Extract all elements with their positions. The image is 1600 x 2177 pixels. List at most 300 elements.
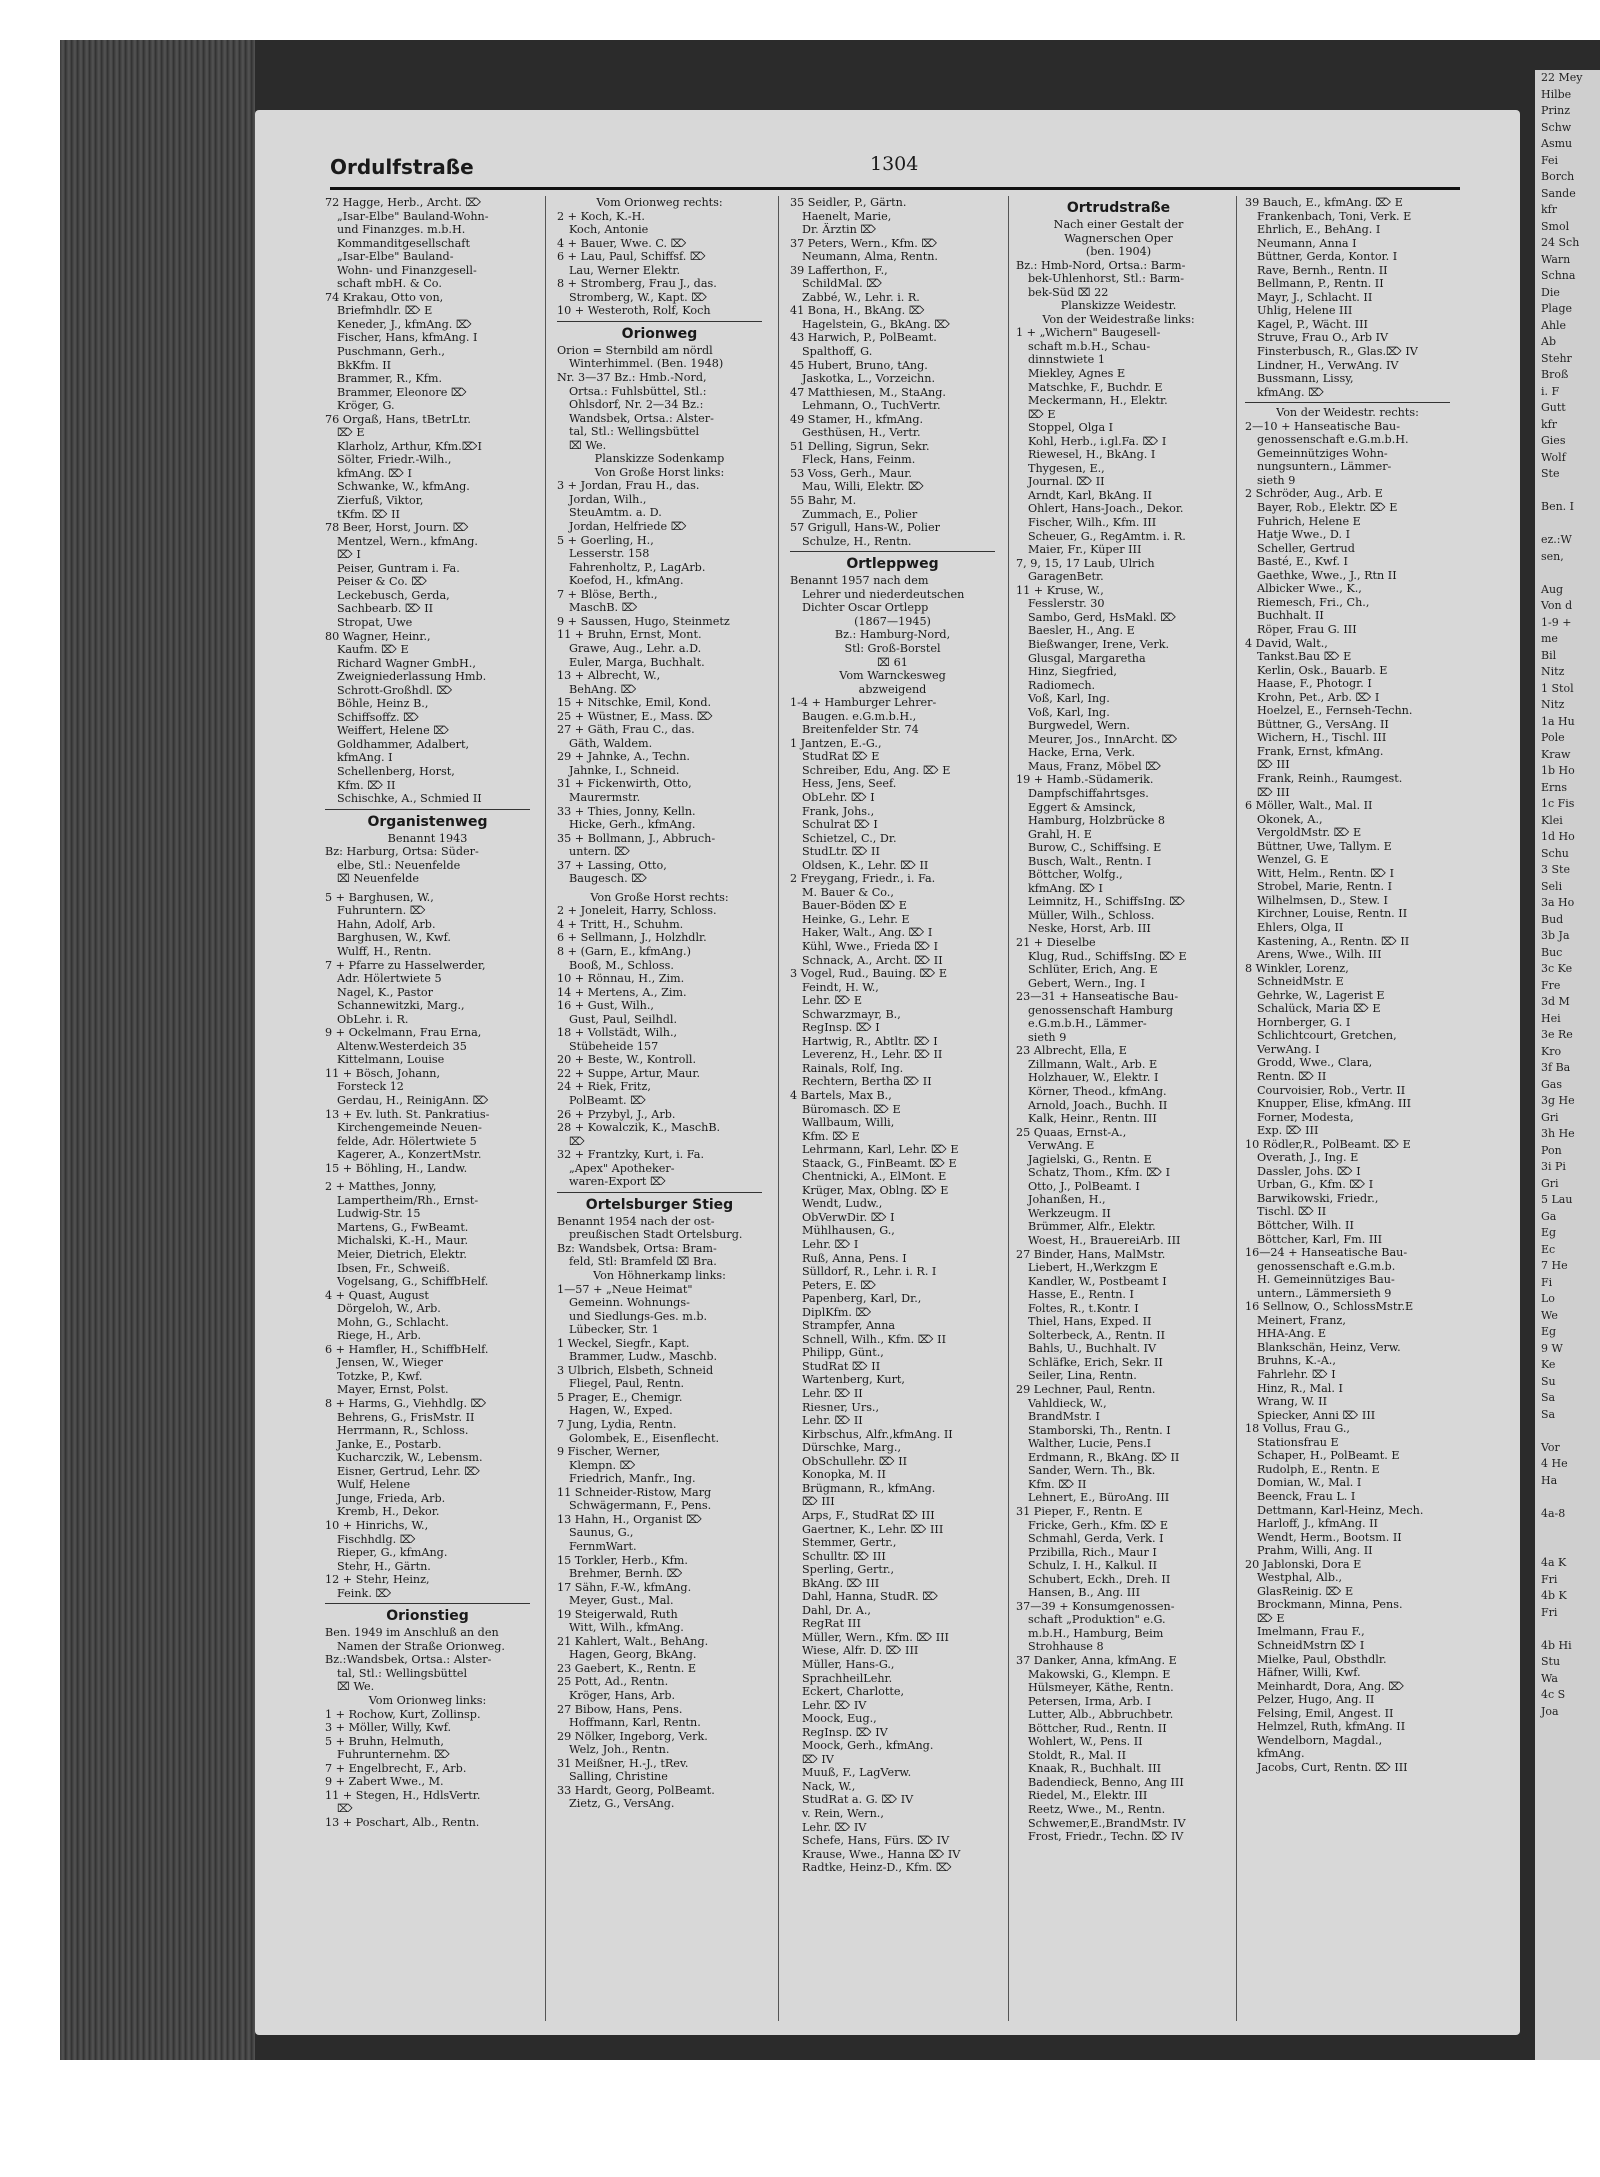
directory-entry-line: Jagielski, G., Rentn. E: [1028, 1152, 1152, 1166]
directory-entry-line: Koefod, H., kfmAng.: [569, 574, 684, 588]
directory-entry-line: 11 + Stegen, H., HdlsVertr.: [325, 1788, 481, 1802]
directory-entry-line: Jordan, Wilh.,: [569, 492, 647, 506]
right-page-line: Stehr: [1541, 351, 1572, 365]
directory-entry-line: 3 + Jordan, Frau H., das.: [557, 479, 700, 493]
directory-entry-line: Hicke, Gerh., kfmAng.: [569, 818, 696, 832]
directory-entry-line: Haase, F., Photogr. I: [1257, 677, 1372, 691]
directory-entry-line: Riesner, Urs.,: [802, 1400, 880, 1414]
directory-entry-line: Klempn. ⌦: [569, 1458, 636, 1472]
right-page-line: Warn: [1541, 252, 1571, 266]
right-page-line: Joa: [1541, 1704, 1559, 1718]
directory-entry-line: ⌧ Neuenfelde: [337, 872, 420, 886]
directory-entry-line: PolBeamt. ⌦: [569, 1094, 646, 1107]
directory-entry-line: Klug, Rud., SchiffsIng. ⌦ E: [1028, 949, 1187, 963]
right-page-line: Kro: [1541, 1044, 1562, 1058]
directory-entry-line: Albicker Wwe., K.,: [1257, 582, 1362, 596]
directory-entry-line: Welz, Joh., Rentn.: [569, 1743, 670, 1757]
directory-entry-line: Moock, Gerh., kfmAng.: [802, 1739, 934, 1753]
directory-entry-line: FernmWart.: [569, 1539, 637, 1553]
directory-entry-line: Riedel, M., Elektr. III: [1028, 1789, 1148, 1803]
directory-entry-line: Brammer, Ludw., Maschb.: [569, 1350, 718, 1364]
directory-entry-line: 7 + Pfarre zu Hasselwerder,: [325, 958, 486, 972]
directory-entry-line: Seiler, Lina, Rentn.: [1028, 1369, 1137, 1383]
directory-entry-line: Zietz, G., VersAng.: [569, 1797, 675, 1811]
right-page-line: Plage: [1541, 302, 1573, 315]
directory-entry-line: Salling, Christine: [569, 1770, 668, 1784]
directory-entry-line: Büttner, Gerda, Kontor. I: [1257, 250, 1398, 264]
directory-entry-line: Schefe, Hans, Fürs. ⌦ IV: [802, 1834, 950, 1848]
directory-entry-line: Winterhimmel. (Ben. 1948): [569, 357, 724, 371]
directory-entry-line: Haenelt, Marie,: [802, 209, 892, 223]
directory-entry-line: Wandsbek, Ortsa.: Alster-: [569, 411, 714, 425]
right-page-line: Prinz: [1541, 104, 1571, 117]
directory-entry-line: Schwemer,E.,BrandMstr. IV: [1028, 1816, 1186, 1830]
directory-entry-line: Kagerer, A., KonzertMstr.: [337, 1148, 482, 1162]
directory-entry-line: Gebert, Wern., Ing. I: [1028, 976, 1146, 990]
directory-entry-line: Dichter Oscar Ortlepp: [802, 601, 929, 615]
right-page-line: Schu: [1541, 846, 1569, 860]
column-divider: [1008, 196, 1009, 2021]
street-note: Nach einer Gestalt der: [1053, 218, 1184, 231]
directory-entry-line: 53 Voss, Gerh., Maur.: [790, 466, 912, 480]
directory-entry-line: Bießwanger, Irene, Verk.: [1028, 637, 1170, 651]
street-note: Planskizze Weidestr.: [1060, 299, 1177, 313]
directory-entry-line: Fischer, Wilh., Kfm. III: [1028, 516, 1157, 530]
directory-entry-line: Richard Wagner GmbH.,: [337, 656, 476, 670]
directory-entry-line: Feindt, H. W.,: [802, 980, 879, 994]
directory-entry-line: Schulrat ⌦ I: [802, 818, 878, 832]
directory-entry-line: Strobel, Marie, Rentn. I: [1257, 880, 1392, 894]
directory-entry-line: Meinhardt, Dora, Ang. ⌦: [1257, 1679, 1405, 1693]
directory-entry-line: Miekley, Agnes E: [1028, 367, 1126, 381]
directory-entry-line: Zweigniederlassung Hmb.: [337, 670, 487, 684]
directory-entry-line: Wulff, H., Rentn.: [337, 944, 432, 958]
directory-entry-line: 4 David, Walt.,: [1245, 636, 1328, 650]
directory-entry-line: Maier, Fr., Küper III: [1028, 543, 1142, 557]
directory-entry-line: Mohn, G., Schlacht.: [337, 1315, 449, 1329]
directory-entry-line: 78 Beer, Horst, Journ. ⌦: [325, 521, 469, 535]
directory-entry-line: Arndt, Karl, BkAng. II: [1028, 488, 1152, 502]
directory-entry-line: Kfm. ⌦ E: [802, 1129, 860, 1143]
directory-entry-line: Jahnke, I., Schneid.: [569, 763, 680, 777]
right-page-line: 3a Ho: [1541, 896, 1575, 909]
right-page-line: Fri: [1541, 1572, 1558, 1586]
directory-entry-line: Lehmann, O., TuchVertr.: [802, 399, 941, 413]
right-page-line: Klei: [1541, 813, 1563, 827]
directory-entry-line: Keneder, J., kfmAng. ⌦: [337, 317, 472, 331]
directory-entry-line: Mayer, Ernst, Polst.: [337, 1383, 449, 1397]
directory-entry-line: Klarholz, Arthur, Kfm.⌦I: [337, 439, 482, 453]
directory-entry-line: Lehr. ⌦ II: [802, 1387, 863, 1401]
directory-entry-line: Frank, Johs.,: [802, 804, 875, 818]
street-note: Vom Warnckesweg: [839, 669, 946, 683]
right-page-line: Nitz: [1541, 665, 1565, 678]
directory-entry-line: Papenberg, Karl, Dr.,: [802, 1292, 922, 1306]
right-page-line: We: [1541, 1308, 1558, 1322]
directory-entry-line: „Isar-Elbe" Bauland-: [337, 250, 454, 264]
directory-entry-line: „Apex" Apotheker-: [569, 1161, 675, 1175]
directory-entry-line: Stamborski, Th., Rentn. I: [1028, 1423, 1171, 1437]
directory-entry-line: Booß, M., Schloss.: [569, 958, 674, 972]
directory-entry-line: Moock, Eug.,: [802, 1712, 877, 1726]
directory-entry-line: Peiser & Co. ⌦: [337, 575, 428, 589]
directory-entry-line: Spalthoff, G.: [802, 345, 873, 359]
directory-entry-line: Briefmhdlr. ⌦ E: [337, 304, 433, 318]
directory-entry-line: Frankenbach, Toni, Verk. E: [1257, 209, 1412, 223]
directory-entry-line: Böttcher, Rud., Rentn. II: [1028, 1721, 1167, 1735]
directory-entry-line: Leckebusch, Gerda,: [337, 588, 450, 602]
directory-entry-line: Philipp, Günt.,: [802, 1346, 884, 1360]
directory-entry-line: Hinz, Siegfried,: [1028, 665, 1117, 679]
directory-entry-line: 6 + Sellmann, J., Holzhdlr.: [557, 931, 707, 945]
directory-entry-line: 22 + Suppe, Artur, Maur.: [557, 1066, 701, 1080]
directory-entry-line: 16—24 + Hanseatische Bau-: [1245, 1246, 1408, 1260]
directory-entry-line: 39 Lafferthon, F.,: [790, 263, 888, 277]
right-page-line: Ab: [1541, 335, 1556, 348]
right-page-line: 4a-8: [1541, 1506, 1566, 1520]
directory-entry-line: Schannewitzki, Marg.,: [337, 999, 465, 1013]
directory-entry-line: Lesserstr. 158: [569, 547, 650, 561]
directory-entry-line: Glusgal, Margaretha: [1028, 651, 1146, 665]
directory-entry-line: 14 + Mertens, A., Zim.: [557, 985, 687, 999]
directory-entry-line: Strohhause 8: [1028, 1640, 1104, 1654]
directory-entry-line: 7 + Engelbrecht, F., Arb.: [325, 1761, 467, 1775]
directory-entry-line: 2 Freygang, Friedr., i. Fa.: [790, 872, 936, 886]
directory-entry-line: Neumann, Alma, Rentn.: [802, 250, 938, 264]
directory-entry-line: Gäth, Waldem.: [569, 736, 653, 750]
directory-entry-line: 45 Hubert, Bruno, tAng.: [790, 358, 928, 372]
directory-entry-line: Kagel, P., Wächt. III: [1257, 317, 1368, 331]
directory-entry-line: Fischer, Hans, kfmAng. I: [337, 331, 478, 345]
right-page-line: [1535, 1522, 1600, 1539]
directory-entry-line: Schaper, H., PolBeamt. E: [1257, 1449, 1400, 1463]
section-rule: [325, 809, 530, 810]
directory-entry-line: 76 Orgaß, Hans, tBetrLtr.: [325, 412, 471, 426]
directory-entry-line: ⌦ E: [1028, 407, 1056, 421]
directory-entry-line: Dr. Ärztin ⌦: [802, 223, 877, 237]
directory-entry-line: Hoffmann, Karl, Rentn.: [569, 1716, 701, 1730]
right-page-line: 4c S: [1541, 1688, 1566, 1701]
right-page-line: Hilbe: [1541, 87, 1572, 101]
directory-entry-line: StudRat ⌦ II: [802, 1359, 881, 1373]
right-page-line: [1535, 483, 1600, 500]
right-page-line: Gies: [1541, 434, 1566, 447]
directory-entry-line: Ben. 1949 im Anschluß an den: [325, 1626, 499, 1640]
directory-entry-line: 7 Jung, Lydia, Rentn.: [557, 1418, 677, 1432]
directory-entry-line: 8 + (Garn, E., kfmAng.): [557, 944, 691, 958]
column-divider: [545, 196, 546, 2021]
directory-entry-line: Bussmann, Lissy,: [1257, 372, 1354, 386]
directory-entry-line: 37 + Lassing, Otto,: [557, 858, 667, 872]
directory-entry-line: VergoldMstr. ⌦ E: [1257, 826, 1362, 840]
directory-entry-line: Schalück, Maria ⌦ E: [1257, 1002, 1381, 1016]
directory-entry-line: Lehrer und niederdeutschen: [802, 587, 965, 601]
directory-entry-line: Thiel, Hans, Exped. II: [1028, 1315, 1152, 1329]
directory-entry-line: 5 + Bruhn, Helmuth,: [325, 1734, 444, 1748]
directory-entry-line: Brammer, R., Kfm.: [337, 372, 443, 386]
directory-entry-line: Chentnicki, A., ElMont. E: [802, 1170, 947, 1184]
directory-entry-line: Schiffsoffz. ⌦: [337, 710, 419, 724]
directory-entry-line: 1—57 + „Neue Heimat": [557, 1282, 693, 1296]
directory-entry-line: Frost, Friedr., Techn. ⌦ IV: [1028, 1830, 1184, 1844]
directory-entry-line: 8 Winkler, Lorenz,: [1245, 961, 1349, 975]
directory-entry-line: Hagen, Georg, BkAng.: [569, 1648, 697, 1662]
directory-entry-line: Helmzel, Ruth, kfmAng. II: [1257, 1720, 1406, 1734]
directory-entry-line: Gaethke, Wwe., J., Rtn II: [1257, 568, 1397, 582]
directory-entry-line: Baugesch. ⌦: [569, 872, 648, 886]
directory-entry-line: tal, Stl.: Wellingsbüttel: [569, 425, 700, 439]
directory-entry-line: Knupper, Elise, kfmAng. III: [1257, 1097, 1412, 1111]
directory-entry-line: BkAng. ⌦ III: [802, 1576, 880, 1590]
directory-entry-line: Kfm. ⌦ II: [337, 778, 396, 792]
right-page-line: Ec: [1541, 1242, 1556, 1256]
directory-entry-line: Foltes, R., t.Kontr. I: [1028, 1301, 1139, 1315]
right-page-line: 4b Hi: [1541, 1638, 1572, 1652]
directory-entry-line: Ruß, Anna, Pens. I: [802, 1251, 907, 1265]
directory-entry-line: Wenzel, G. E: [1257, 853, 1329, 867]
directory-entry-line: Böttcher, Wilh. II: [1257, 1219, 1354, 1233]
directory-entry-line: schaft m.b.H., Schau-: [1028, 339, 1151, 353]
directory-entry-line: 13 + Poschart, Alb., Rentn.: [325, 1815, 480, 1829]
directory-entry-line: Lehr. ⌦ II: [802, 1414, 863, 1428]
directory-entry-line: Petersen, Irma, Arb. I: [1028, 1694, 1152, 1708]
directory-entry-line: Otto, J., PolBeamt. I: [1028, 1179, 1140, 1193]
directory-entry-line: Maus, Franz, Möbel ⌦: [1028, 759, 1162, 773]
directory-entry-line: Uhlig, Helene III: [1257, 304, 1353, 318]
right-page-line: 1c Fis: [1541, 797, 1575, 810]
directory-entry-line: Schlüter, Erich, Ang. E: [1028, 963, 1158, 977]
street-note: ⌧ 61: [877, 655, 908, 669]
directory-entry-line: Hülsmeyer, Käthe, Rentn.: [1028, 1681, 1174, 1695]
directory-entry-line: Krüger, Max, Oblng. ⌦ E: [802, 1183, 949, 1197]
directory-entry-line: 31 Meißner, H.-J., tRev.: [557, 1756, 689, 1770]
directory-entry-line: Domian, W., Mal. I: [1257, 1476, 1362, 1490]
directory-entry-line: Fahrlehr. ⌦ I: [1257, 1368, 1336, 1382]
directory-entry-line: Fliegel, Paul, Rentn.: [569, 1377, 685, 1391]
directory-entry-line: 15 + Nitschke, Emil, Kond.: [557, 696, 712, 710]
directory-entry-line: Frank, Ernst, kfmAng.: [1257, 744, 1384, 758]
directory-entry-line: 9 Fischer, Werner,: [557, 1445, 661, 1459]
directory-entry-line: RegInsp. ⌦ I: [802, 1021, 880, 1035]
directory-entry-line: Schwarzmayr, B.,: [802, 1007, 901, 1021]
right-page-line: Gri: [1541, 1176, 1559, 1190]
right-page-line: Schna: [1541, 269, 1576, 282]
directory-entry-line: nungsuntern., Lämmer-: [1257, 460, 1392, 474]
right-page-line: Su: [1541, 1374, 1556, 1388]
page-number: 1304: [870, 153, 919, 175]
directory-entry-line: Altenw.Westerdeich 35: [337, 1039, 467, 1053]
directory-entry-line: Bayer, Rob., Elektr. ⌦ E: [1257, 501, 1398, 515]
directory-entry-line: Lehr. ⌦ I: [802, 1238, 859, 1252]
right-page-line: Vor: [1541, 1440, 1560, 1454]
directory-entry-line: Feink. ⌦: [337, 1586, 392, 1600]
directory-entry-line: Büromasch. ⌦ E: [802, 1102, 901, 1116]
directory-entry-line: Scheuer, G., RegAmtm. i. R.: [1028, 529, 1186, 543]
directory-entry-line: 16 + Gust, Wilh.,: [557, 999, 654, 1013]
directory-entry-line: 33 Hardt, Georg, PolBeamt.: [557, 1783, 715, 1797]
directory-entry-line: Schnack, A., Archt. ⌦ II: [802, 953, 943, 967]
directory-entry-line: schaft mbH. & Co.: [337, 277, 442, 291]
directory-entry-line: bek-Süd ⌧ 22: [1028, 285, 1109, 299]
right-page-line: Buc: [1541, 945, 1563, 959]
directory-entry-line: Müller, Hans-G.,: [802, 1657, 895, 1671]
directory-entry-line: Mentzel, Wern., kfmAng.: [337, 534, 478, 548]
directory-entry-line: Fuhruntern. ⌦: [337, 904, 426, 918]
directory-entry-line: Kirbschus, Alfr.,kfmAng. II: [802, 1427, 953, 1441]
directory-entry-line: kfmAng. ⌦ I: [1028, 881, 1103, 895]
directory-entry-line: Junge, Frieda, Arb.: [337, 1491, 446, 1505]
street-heading: Orionstieg: [386, 1608, 469, 1625]
directory-entry-line: 13 + Albrecht, W.,: [557, 669, 661, 683]
directory-entry-line: genossenschaft e.G.m.b.H.: [1257, 433, 1409, 447]
directory-entry-line: Dahl, Hanna, StudR. ⌦: [802, 1590, 939, 1604]
directory-entry-line: Kandler, W., Postbeamt I: [1028, 1274, 1167, 1288]
directory-entry-line: Brügmann, R., kfmAng.: [802, 1481, 936, 1495]
street-heading: Ortelsburger Stieg: [585, 1196, 734, 1213]
directory-entry-line: Hagen, W., Exped.: [569, 1404, 673, 1418]
directory-entry-line: 1-4 + Hamburger Lehrer-: [790, 696, 937, 710]
right-page-line: Sande: [1541, 186, 1576, 200]
directory-entry-line: 4 Bartels, Max B.,: [790, 1089, 892, 1102]
directory-entry-line: Brammer, Eleonore ⌦: [337, 385, 467, 399]
directory-entry-line: 9 + Saussen, Hugo, Steinmetz: [557, 614, 730, 628]
directory-entry-line: 21 + Dieselbe: [1016, 935, 1096, 949]
directory-entry-line: Courvoisier, Rob., Vertr. II: [1257, 1083, 1406, 1097]
directory-entry-line: Burow, C., Schiffsing. E: [1028, 841, 1162, 855]
directory-entry-line: MaschB. ⌦: [569, 601, 638, 615]
directory-entry-line: Schulz, I. H., Kalkul. II: [1028, 1559, 1158, 1573]
directory-entry-line: Hasse, E., Rentn. I: [1028, 1288, 1134, 1302]
directory-entry-line: Meyer, Gust., Mal.: [569, 1594, 674, 1608]
right-page-line: Pon: [1541, 1143, 1562, 1157]
directory-entry-line: Wiese, Alfr. D. ⌦ III: [802, 1644, 919, 1658]
directory-entry-line: 29 Lechner, Paul, Rentn.: [1016, 1383, 1156, 1397]
directory-entry-line: Lehrmann, Karl, Lehr. ⌦ E: [802, 1143, 959, 1157]
directory-entry-line: Maurermstr.: [569, 790, 641, 804]
directory-entry-line: Schulltr. ⌦ III: [802, 1549, 886, 1563]
directory-entry-line: Basté, E., Kwf. I: [1257, 555, 1348, 569]
directory-entry-line: Sülldorf, R., Lehr. i. R. I: [802, 1265, 937, 1279]
section-rule: [790, 551, 995, 552]
right-page-line: Fei: [1541, 153, 1559, 167]
directory-entry-line: GlasReinig. ⌦ E: [1257, 1584, 1354, 1598]
right-page-line: 22 Mey: [1541, 71, 1583, 84]
directory-entry-line: Gust, Paul, Seilhdl.: [569, 1012, 678, 1026]
directory-entry-line: Gemeinn. Wohnungs-: [569, 1296, 690, 1310]
directory-entry-line: Eckert, Charlotte,: [802, 1685, 905, 1699]
directory-entry-line: Zabbé, W., Lehr. i. R.: [802, 290, 920, 304]
right-page-line: Fi: [1541, 1275, 1553, 1289]
directory-entry-line: e.G.m.b.H., Lämmer-: [1028, 1017, 1147, 1031]
directory-entry-line: Stropat, Uwe: [337, 615, 413, 629]
directory-entry-line: 8 + Harms, G., Viehhdlg. ⌦: [325, 1397, 487, 1411]
street-note: Von Große Horst links:: [594, 465, 725, 479]
directory-entry-line: Mau, Willi, Elektr. ⌦: [802, 480, 924, 494]
directory-entry-line: 37—39 + Konsumgenossen-: [1016, 1599, 1175, 1613]
directory-entry-line: Imelmann, Frau F.,: [1257, 1625, 1365, 1639]
directory-entry-line: M. Bauer & Co.,: [802, 885, 894, 899]
directory-entry-line: HHA-Ang. E: [1257, 1327, 1327, 1341]
directory-entry-line: 5 Prager, E., Chemigr.: [557, 1390, 683, 1404]
directory-entry-line: 1 + „Wichern" Baugesell-: [1016, 326, 1161, 340]
directory-entry-line: Hartwig, R., Abtltr. ⌦ I: [802, 1034, 938, 1048]
directory-entry-line: Ohlsdorf, Nr. 2—34 Bz.:: [569, 398, 704, 412]
street-note: Planskizze Sodenkamp: [594, 452, 725, 466]
directory-entry-line: Stoldt, R., Mal. II: [1028, 1748, 1126, 1762]
directory-entry-line: 20 + Beste, W., Kontroll.: [557, 1053, 697, 1067]
directory-entry-line: Bahls, U., Buchhalt. IV: [1028, 1342, 1157, 1356]
directory-entry-line: StudLtr. ⌦ II: [802, 845, 880, 859]
directory-entry-line: 16 Sellnow, O., SchlossMstr.E: [1245, 1300, 1414, 1314]
directory-entry-line: Ortsa.: Fuhlsbüttel, Stl.:: [569, 384, 707, 398]
directory-entry-line: Sambo, Gerd, HsMakl. ⌦: [1028, 610, 1177, 624]
directory-entry-line: 18 Vollus, Frau G.,: [1245, 1422, 1350, 1436]
street-heading: Orionweg: [621, 325, 698, 342]
directory-entry-line: Gerdau, H., ReinigAnn. ⌦: [337, 1094, 489, 1107]
directory-entry-line: Fischhdlg. ⌦: [337, 1532, 416, 1546]
directory-entry-line: Radtke, Heinz-D., Kfm. ⌦: [802, 1861, 952, 1875]
directory-entry-line: Wulf, Helene: [337, 1478, 411, 1492]
directory-entry-line: Dettmann, Karl-Heinz, Mech.: [1257, 1503, 1424, 1517]
directory-entry-line: Okonek, A.,: [1257, 812, 1323, 826]
directory-entry-line: Schatz, Thom., Kfm. ⌦ I: [1028, 1166, 1171, 1180]
directory-entry-line: Wrang, W. II: [1257, 1395, 1327, 1409]
directory-column-4: [1016, 196, 1221, 2026]
directory-entry-line: 25 Pott, Ad., Rentn.: [557, 1675, 669, 1689]
directory-entry-line: Fricke, Gerh., Kfm. ⌦ E: [1028, 1518, 1169, 1532]
directory-entry-line: 23 Gaebert, K., Rentn. E: [557, 1661, 697, 1675]
directory-entry-line: Fesslerstr. 30: [1028, 597, 1105, 611]
directory-entry-line: Hacke, Erna, Verk.: [1028, 746, 1136, 760]
directory-entry-line: Kommanditgesellschaft: [337, 236, 470, 250]
directory-entry-line: Lau, Werner Elektr.: [569, 263, 681, 277]
right-page-line: [1535, 1423, 1600, 1440]
street-note: (1867—1945): [854, 614, 931, 628]
directory-entry-line: Wendt, Herm., Bootsm. II: [1257, 1530, 1402, 1544]
right-page-line: 4a K: [1541, 1556, 1567, 1569]
right-page-line: sen,: [1541, 549, 1564, 563]
directory-entry-line: RegInsp. ⌦ IV: [802, 1725, 888, 1739]
directory-entry-line: 17 Sähn, F.-W., kfmAng.: [557, 1580, 692, 1594]
directory-entry-line: Nagel, K., Pastor: [337, 985, 433, 999]
directory-entry-line: 4 + Bauer, Wwe. C. ⌦: [557, 236, 687, 250]
directory-entry-line: Konopka, M. II: [802, 1468, 886, 1482]
directory-entry-line: Schrott-Großhdl. ⌦: [337, 683, 453, 697]
directory-entry-line: Wendt, Ludw.,: [802, 1197, 883, 1211]
column-divider: [778, 196, 779, 2021]
directory-column-1: [325, 196, 530, 2026]
directory-entry-line: Lehnert, E., BüroAng. III: [1028, 1491, 1170, 1505]
directory-entry-line: untern., Lämmersieth 9: [1257, 1286, 1392, 1300]
directory-entry-line: Walther, Lucie, Pens.I: [1028, 1437, 1152, 1451]
right-page-line: Hei: [1541, 1011, 1561, 1025]
right-page-line: Schw: [1541, 120, 1572, 134]
right-page-line: me: [1541, 632, 1558, 645]
directory-entry-line: bek-Uhlenhorst, Stl.: Barm-: [1028, 272, 1185, 286]
directory-entry-line: sieth 9: [1028, 1030, 1067, 1044]
directory-entry-line: Weiffert, Helene ⌦: [337, 724, 450, 738]
directory-entry-line: Badendieck, Benno, Ang III: [1028, 1775, 1184, 1789]
directory-entry-line: Eisner, Gertrud, Lehr. ⌦: [337, 1464, 481, 1478]
directory-entry-line: Kalk, Heinr., Rentn. III: [1028, 1112, 1157, 1126]
directory-entry-line: Stemmer, Gertr.,: [802, 1536, 897, 1550]
directory-entry-line: 10 + Westeroth, Rolf, Koch: [557, 304, 711, 318]
directory-entry-line: Kirchengemeinde Neuen-: [337, 1121, 482, 1135]
directory-entry-line: 29 + Jahnke, A., Techn.: [557, 750, 690, 764]
directory-entry-line: Stoppel, Olga I: [1028, 421, 1114, 435]
directory-entry-line: Rainals, Rolf, Ing.: [802, 1061, 904, 1075]
directory-entry-line: Schlichtcourt, Gretchen,: [1257, 1029, 1397, 1043]
